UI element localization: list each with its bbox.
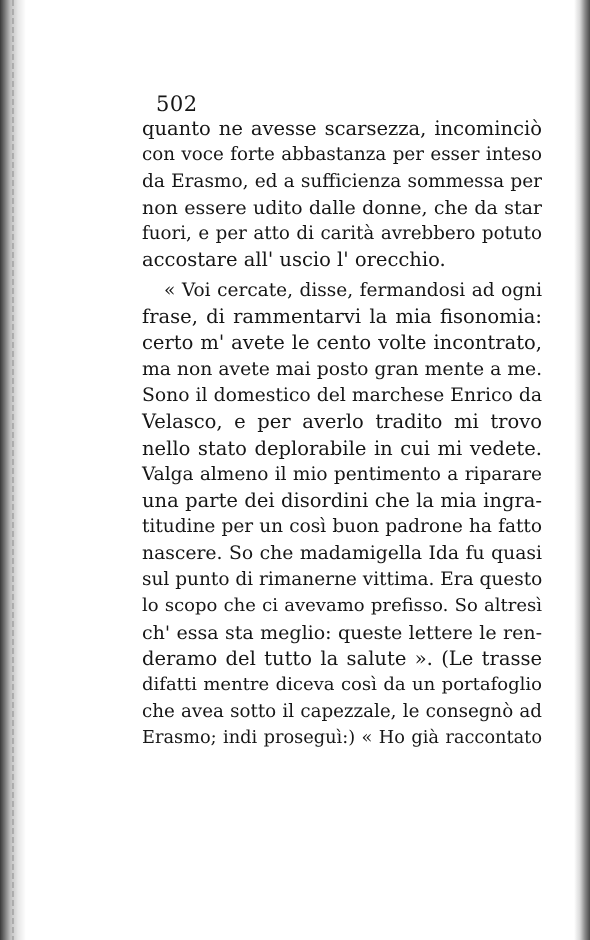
text-line: fuori, e per atto di carità avrebbero potuto [142, 223, 542, 245]
paragraph-1 [142, 116, 542, 274]
text-line: da Erasmo, ed a sufficienza sommessa per [142, 170, 542, 192]
text-line: frase, di rammentarvi la mia fisonomia: [142, 305, 542, 329]
text-line: Erasmo; indi proseguì:) « Ho già raccontato [142, 727, 542, 748]
text-line: lo scopo che ci avevamo prefisso. So altresì [142, 595, 542, 617]
page-text-block [142, 92, 542, 751]
binding-shadow-left [0, 0, 26, 940]
text-line: nascere. So che madamigella Ida fu quasi [142, 542, 542, 564]
paragraph-2 [142, 278, 542, 751]
text-line: difatti mentre diceva così da un portafoglio [142, 674, 542, 696]
text-line: Velasco, e per averlo tradito mi trovo [142, 410, 542, 434]
text-line: certo m' avete le cento volte incontrato, [142, 331, 542, 355]
text-line: Valga almeno il mio pentimento a riparare [142, 463, 542, 485]
page-number: 502 [156, 92, 198, 116]
text-line: che avea sotto il capezzale, le consegnò ad [142, 700, 542, 722]
text-line: « Voi cercate, disse, fermandosi ad ogni [164, 279, 542, 301]
text-line: con voce forte abbastanza per esser inteso [142, 144, 542, 166]
text-line: accostare all' uscio l' orecchio. [142, 248, 446, 272]
text-line: una parte dei disordini che la mia ingra- [142, 489, 542, 513]
text-line: sul punto di rimanerne vittima. Era questo [142, 569, 543, 591]
text-line: non essere udito dalle donne, che da star [142, 196, 542, 219]
text-line: nello stato deplorabile in cui mi vedete. [142, 436, 542, 460]
text-line: Sono il domestico del marchese Enrico da [142, 384, 542, 406]
page-edge-shadow-right [574, 0, 590, 940]
text-line: ma non avete mai posto gran mente a me. [142, 358, 543, 380]
text-line: deramo del tutto la salute ». (Le trasse [142, 646, 542, 670]
text-line: ch' essa sta meglio: queste lettere le ren- [142, 621, 542, 644]
text-line: titudine per un così buon padrone ha fatto [142, 516, 542, 538]
text-line: quanto ne avesse scarsezza, incominciò [142, 117, 542, 140]
